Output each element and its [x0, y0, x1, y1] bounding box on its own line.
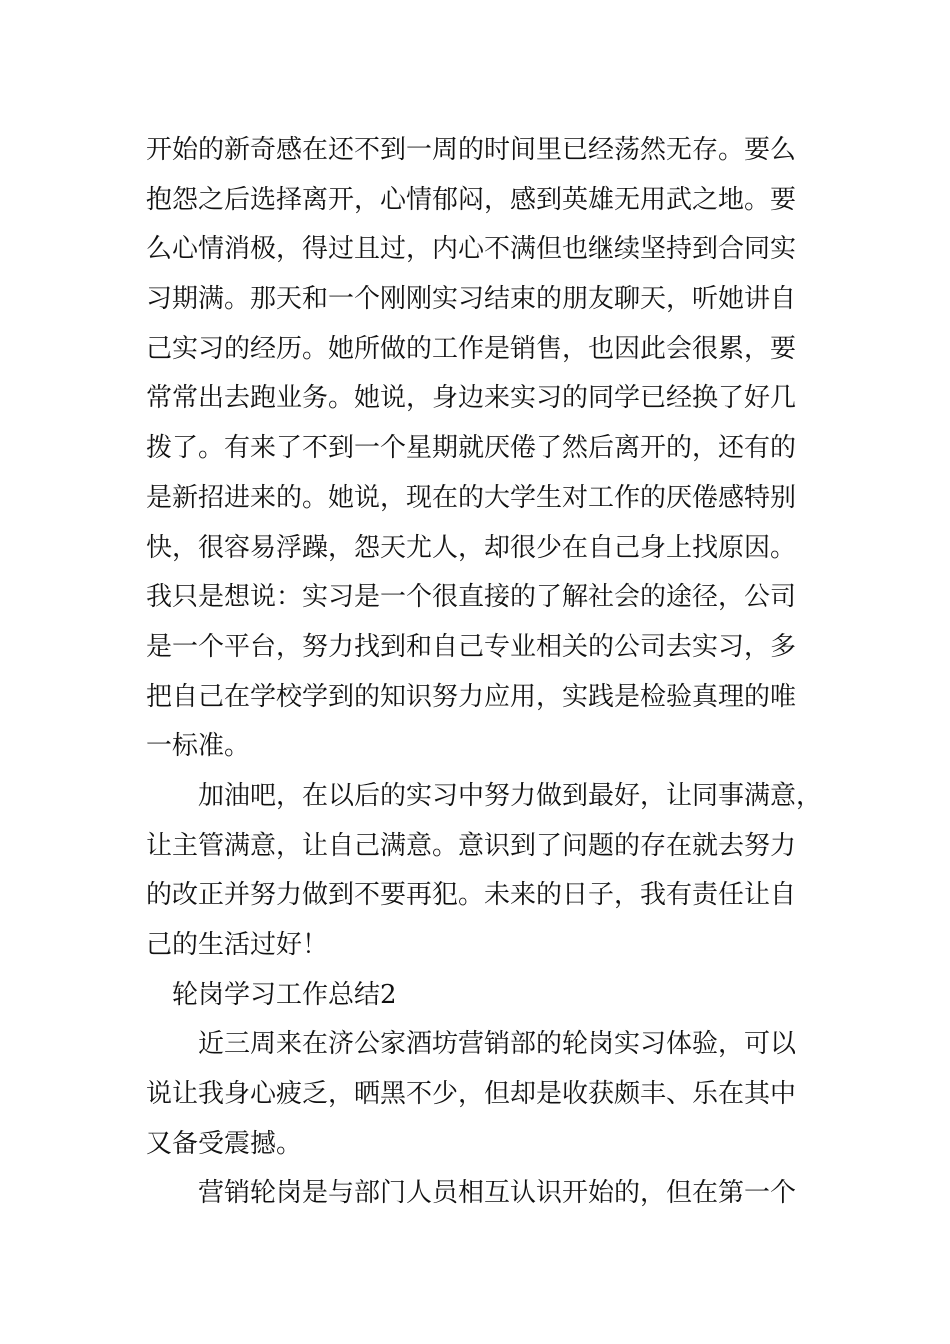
text-line: 己实习的经历。她所做的工作是销售，也因此会很累，要 — [146, 333, 797, 364]
text-line: 又备受震撼。 — [146, 1128, 303, 1159]
text-line: 习期满。那天和一个刚刚实习结束的朋友聊天，听她讲自 — [146, 284, 797, 315]
text-line: 我只是想说：实习是一个很直接的了解社会的途径，公司 — [146, 582, 797, 613]
text-line: 的改正并努力做到不要再犯。未来的日子，我有责任让自 — [146, 880, 797, 911]
text-line: 抱怨之后选择离开，心情郁闷，感到英雄无用武之地。要 — [146, 184, 797, 215]
document-body — [146, 126, 823, 1219]
text-line: 快，很容易浮躁，怨天尤人，却很少在自己身上找原因。 — [146, 532, 797, 563]
text-line: 常常出去跑业务。她说，身边来实习的同学已经换了好几 — [146, 383, 797, 414]
text-line: 是一个平台，努力找到和自己专业相关的公司去实习，多 — [146, 631, 797, 662]
paragraph-first-line: 加油吧，在以后的实习中努力做到最好，让同事满意， — [198, 780, 823, 811]
text-line: 拨了。有来了不到一个星期就厌倦了然后离开的，还有的 — [146, 433, 797, 464]
text-line: 让主管满意，让自己满意。意识到了问题的存在就去努力 — [146, 830, 797, 861]
text-line: 么心情消极，得过且过，内心不满但也继续坚持到合同实 — [146, 234, 797, 265]
text-line: 把自己在学校学到的知识努力应用，实践是检验真理的唯 — [146, 681, 797, 712]
text-line: 己的生活过好！ — [146, 930, 329, 960]
paragraph-first-line: 近三周来在济公家酒坊营销部的轮岗实习体验，可以 — [198, 1029, 797, 1060]
section-heading: 轮岗学习工作总结2 — [172, 979, 397, 1010]
text-line: 一标准。 — [146, 731, 251, 762]
text-line: 是新招进来的。她说，现在的大学生对工作的厌倦感特别 — [146, 482, 797, 513]
text-line: 说让我身心疲乏，晒黑不少，但却是收获颇丰、乐在其中 — [146, 1079, 797, 1110]
text-line: 开始的新奇感在还不到一周的时间里已经荡然无存。要么 — [146, 135, 797, 165]
paragraph-first-line: 营销轮岗是与部门人员相互认识开始的，但在第一个 — [198, 1178, 797, 1209]
